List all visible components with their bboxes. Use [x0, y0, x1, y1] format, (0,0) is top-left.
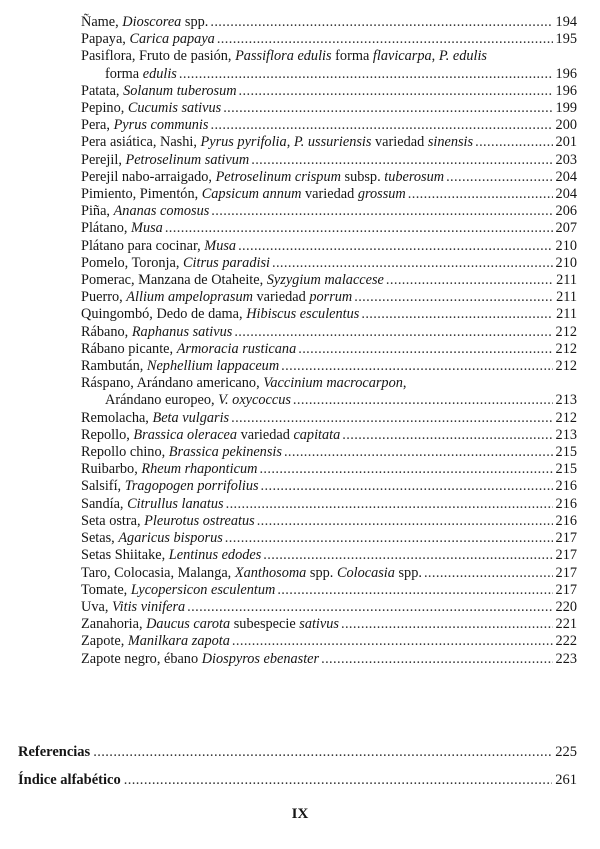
page-number: 194 [555, 14, 577, 30]
scientific-name: Lentinus edodes [168, 547, 262, 564]
scientific-name: P. edulis [438, 48, 488, 65]
index-entry[interactable] [81, 392, 577, 409]
common-name: variedad [371, 134, 428, 151]
entry-text [81, 565, 422, 582]
common-name: Remolacha, [81, 409, 153, 426]
index-entry[interactable] [81, 358, 577, 375]
index-entry[interactable] [81, 272, 577, 289]
scientific-name: porrum [309, 289, 353, 306]
common-name: Pera, [81, 117, 114, 134]
common-name: Rambután, [81, 358, 147, 375]
scientific-name: Brassica pekinensis [168, 444, 282, 461]
dot-leader [321, 651, 553, 668]
dot-leader [446, 169, 553, 186]
common-name: spp. [394, 564, 422, 581]
index-entry[interactable] [81, 341, 577, 358]
page-number: 207 [555, 220, 577, 237]
entry-text [105, 66, 177, 83]
common-name: Ruibarbo, [81, 461, 142, 478]
index-entry[interactable] [81, 513, 577, 530]
entry-text [81, 31, 215, 48]
scientific-name: Allium ampeloprasum [126, 289, 253, 306]
page-number: 196 [555, 65, 577, 82]
section-title: Índice alfabético [18, 772, 121, 788]
index-entry[interactable] [81, 478, 577, 495]
common-name: Plátano, [81, 220, 132, 237]
common-name: Pomelo, Toronja, [81, 254, 183, 271]
page-number: 206 [555, 203, 577, 220]
dot-leader [179, 66, 553, 83]
dot-leader [251, 152, 553, 169]
common-name: forma [331, 48, 373, 65]
scientific-name: Syzygium malaccese [266, 272, 384, 289]
common-name: Perejil, [81, 151, 126, 168]
entry-text [81, 530, 223, 547]
common-name: Uva, [81, 598, 112, 615]
dot-leader [257, 513, 553, 530]
page-number: 212 [555, 358, 577, 375]
scientific-name: Dioscorea [122, 14, 182, 30]
index-entry[interactable] [81, 427, 577, 444]
dot-leader [232, 633, 553, 650]
page-number: 213 [555, 426, 577, 443]
scientific-name: Xanthosoma [234, 564, 307, 581]
entry-text [81, 186, 406, 203]
entry-text [81, 616, 339, 633]
page-number: 215 [555, 444, 577, 461]
entry-text [81, 324, 232, 341]
scientific-name: Armoracia rusticana [176, 340, 297, 357]
entry-text [81, 341, 296, 358]
index-entry[interactable] [81, 461, 577, 478]
scientific-name: Pyrus pyrifolia [200, 134, 287, 151]
scientific-name: Musa [204, 237, 237, 254]
scientific-name: edulis [142, 65, 177, 82]
scientific-name: Daucus carota [146, 616, 231, 633]
entry-text [81, 375, 406, 392]
index-entry[interactable] [81, 14, 577, 31]
common-name: Patata, [81, 82, 124, 99]
common-name: , [286, 134, 294, 151]
entry-text [81, 478, 259, 495]
common-name: Perejil nabo-arraigado, [81, 168, 216, 185]
index-entry[interactable] [81, 83, 577, 100]
dot-leader [210, 14, 553, 31]
page-number: 216 [555, 478, 577, 495]
scientific-name: tuberosum [384, 168, 445, 185]
index-entry[interactable] [81, 203, 577, 220]
entry-text [81, 651, 319, 668]
page-number: 216 [555, 512, 577, 529]
common-name: Pasiflora, Fruto de pasión, [81, 48, 236, 65]
section-entry-alphabetical-index[interactable] [18, 772, 577, 789]
page-number: 196 [555, 82, 577, 99]
scientific-name: Hibiscus esculentus [246, 306, 360, 323]
index-entry[interactable] [81, 496, 577, 513]
entry-text [81, 48, 487, 65]
page-number: 221 [555, 616, 577, 633]
scientific-name: Petroselinum sativum [125, 151, 250, 168]
entry-text [81, 169, 444, 186]
dot-leader [408, 186, 553, 203]
index-entry[interactable] [81, 117, 577, 134]
page-number: 220 [555, 598, 577, 615]
entry-text [81, 152, 249, 169]
page-number: 204 [555, 168, 577, 185]
page-number: 204 [555, 186, 577, 203]
dot-leader [223, 100, 553, 117]
page-number: 217 [555, 547, 577, 564]
common-name: Ñame, [81, 14, 123, 30]
index-entry[interactable] [81, 255, 577, 272]
page-number: 261 [555, 772, 577, 788]
common-name: spp. [306, 564, 337, 581]
scientific-name: sativus [299, 616, 339, 633]
scientific-name: Solanum tuberosum [123, 82, 237, 99]
common-name: Sandía, [81, 495, 128, 512]
page-number: 211 [556, 289, 577, 306]
common-name: Pimiento, Pimentón, [81, 186, 202, 203]
scientific-name: Musa [131, 220, 163, 237]
common-name: Rábano, [81, 323, 132, 340]
index-entry[interactable] [81, 530, 577, 547]
entry-text [81, 14, 208, 31]
common-name: Zanahoria, [81, 616, 147, 633]
common-name: Tomate, [81, 581, 131, 598]
entry-text [81, 220, 163, 237]
index-entry[interactable] [81, 547, 577, 564]
entry-text [81, 83, 237, 100]
index-entry[interactable] [81, 31, 577, 48]
scientific-name: Ananas comosus [113, 203, 210, 220]
common-name: subsp. [340, 168, 385, 185]
common-name: Piña, [81, 203, 114, 220]
page-number: 222 [555, 633, 577, 650]
entry-text [81, 599, 185, 616]
entry-text [81, 410, 229, 427]
page-number: 199 [555, 100, 577, 117]
dot-leader [226, 496, 553, 513]
index-entry[interactable] [81, 169, 577, 186]
entry-text [81, 289, 352, 306]
dot-leader [361, 306, 553, 323]
scientific-name: Carica papaya [129, 31, 215, 48]
dot-leader [298, 341, 553, 358]
page-number: 210 [555, 254, 577, 271]
page-number: 212 [555, 323, 577, 340]
scientific-name: Rheum rhaponticum [141, 461, 258, 478]
scientific-name: Citrus paradisi [182, 254, 270, 271]
dot-leader [284, 444, 553, 461]
index-entry[interactable] [81, 375, 577, 392]
common-name: Pera asiática, Nashi, [81, 134, 201, 151]
page-number: 223 [555, 650, 577, 667]
page-number: 200 [555, 117, 577, 134]
entry-text [81, 272, 384, 289]
dot-leader [238, 238, 553, 255]
dot-leader [211, 203, 553, 220]
entry-text [81, 582, 275, 599]
common-name: Papaya, [81, 31, 130, 48]
page-number: 225 [555, 744, 577, 760]
page-number: 216 [555, 495, 577, 512]
page-number: 212 [555, 409, 577, 426]
common-name: spp. [181, 14, 209, 30]
common-name: Ráspano, Arándano americano, [81, 375, 264, 392]
entry-text [81, 134, 473, 151]
index-entry[interactable] [81, 220, 577, 237]
dot-leader [93, 744, 552, 761]
page-folio: IX [291, 806, 309, 822]
index-entry[interactable] [81, 289, 577, 306]
page-number: 213 [555, 392, 577, 409]
dot-leader [277, 582, 553, 599]
dot-leader [263, 547, 553, 564]
dot-leader [165, 220, 553, 237]
dot-leader [234, 324, 553, 341]
scientific-name: Citrullus lanatus [127, 495, 224, 512]
common-name: subespecie [230, 616, 300, 633]
entry-text [81, 513, 255, 530]
scientific-name: grossum [357, 186, 406, 203]
section-entry-references[interactable] [18, 744, 577, 761]
scientific-name: Vitis vinifera [111, 598, 186, 615]
common-name: Setas, [81, 530, 119, 547]
entry-text [81, 547, 261, 564]
entry-text [81, 461, 257, 478]
scientific-name: Lycopersicon esculentum [130, 581, 276, 598]
scientific-name: sinensis [427, 134, 474, 151]
scientific-name: Cucumis sativus [127, 100, 222, 117]
index-entry[interactable] [81, 152, 577, 169]
index-entry-list [81, 14, 577, 668]
index-entry[interactable] [81, 633, 577, 650]
scientific-name: V. oxycoccus [218, 392, 291, 409]
scientific-name: Beta vulgaris [152, 409, 230, 426]
page-number: 211 [556, 306, 577, 323]
index-entry[interactable] [81, 599, 577, 616]
scientific-name: Capsicum annum [201, 186, 302, 203]
scientific-name: capitata [293, 426, 341, 443]
dot-leader [261, 478, 553, 495]
scientific-name: Diospyros ebenaster [201, 650, 320, 667]
dot-leader [231, 410, 553, 427]
entry-text [81, 496, 224, 513]
page-number: 195 [555, 31, 577, 48]
dot-leader [272, 255, 553, 272]
scientific-name: Pleurotus ostreatus [144, 512, 255, 529]
entry-text [81, 427, 340, 444]
entry-text [81, 238, 236, 255]
dot-leader [259, 461, 553, 478]
index-entry[interactable] [81, 582, 577, 599]
scientific-name: Agaricus bisporus [118, 530, 223, 547]
dot-leader [475, 134, 553, 151]
entry-text [81, 358, 279, 375]
page-number: 201 [555, 134, 577, 151]
page-number: 203 [555, 151, 577, 168]
index-entry[interactable] [81, 565, 577, 582]
index-entry[interactable] [81, 186, 577, 203]
page-number: 211 [556, 272, 577, 289]
entry-text [105, 392, 291, 409]
entry-text [81, 633, 230, 650]
scientific-name: Tragopogen porrifolius [124, 478, 259, 495]
common-name: Zapote, [81, 633, 128, 650]
common-name: , [402, 375, 407, 392]
index-entry[interactable] [81, 134, 577, 151]
page-number: 217 [555, 530, 577, 547]
dot-leader [239, 83, 553, 100]
common-name: Plátano para cocinar, [81, 237, 205, 254]
common-name: Pepino, [81, 100, 128, 117]
page-number: 215 [555, 461, 577, 478]
common-name: Seta ostra, [81, 512, 145, 529]
page-number: 217 [555, 581, 577, 598]
scientific-name: flavicarpa [372, 48, 432, 65]
back-matter-list [18, 744, 577, 800]
dot-leader [342, 427, 553, 444]
index-entry[interactable] [81, 324, 577, 341]
dot-leader [281, 358, 553, 375]
common-name: Zapote negro, ébano [81, 650, 202, 667]
common-name: Pomerac, Manzana de Otaheite, [81, 272, 267, 289]
scientific-name: Passiflora edulis [235, 48, 332, 65]
common-name: Puerro, [81, 289, 127, 306]
page-number: 217 [555, 564, 577, 581]
common-name: Rábano picante, [81, 340, 177, 357]
common-name: Quingombó, Dedo de dama, [81, 306, 247, 323]
dot-leader [187, 599, 553, 616]
dot-leader [424, 565, 553, 582]
common-name: Salsifí, [81, 478, 125, 495]
section-title: Referencias [18, 744, 91, 760]
index-entry[interactable] [81, 238, 577, 255]
dot-leader [354, 289, 553, 306]
common-name: variedad [301, 186, 358, 203]
dot-leader [386, 272, 553, 289]
page-number: 210 [555, 237, 577, 254]
page-number: 212 [555, 340, 577, 357]
common-name: variedad [237, 426, 294, 443]
index-entry[interactable] [81, 100, 577, 117]
common-name: Repollo chino, [81, 444, 169, 461]
scientific-name: Brassica oleracea [133, 426, 238, 443]
common-name: forma [105, 65, 143, 82]
dot-leader [341, 616, 553, 633]
index-entry[interactable] [81, 306, 577, 323]
index-entry[interactable] [81, 616, 577, 633]
scientific-name: Petroselinum crispum [215, 168, 341, 185]
entry-text [81, 100, 221, 117]
index-entry[interactable] [81, 48, 577, 65]
common-name: variedad [252, 289, 310, 306]
index-entry[interactable] [81, 410, 577, 427]
index-entry[interactable] [81, 651, 577, 668]
dot-leader [217, 31, 553, 48]
dot-leader [124, 772, 552, 789]
index-entry[interactable] [81, 444, 577, 461]
scientific-name: Vaccinium macrocarpon [263, 375, 403, 392]
common-name: Arándano europeo, [105, 392, 219, 409]
common-name: Taro, Colocasia, Malanga, [81, 564, 235, 581]
scientific-name: Nephellium lappaceum [146, 358, 280, 375]
scientific-name: Pyrus communis [113, 117, 209, 134]
scientific-name: P. ussuriensis [293, 134, 372, 151]
dot-leader [293, 392, 553, 409]
dot-leader [225, 530, 553, 547]
scientific-name: Raphanus sativus [131, 323, 233, 340]
dot-leader [210, 117, 553, 134]
index-entry[interactable] [81, 66, 577, 83]
scientific-name: Manilkara zapota [127, 633, 230, 650]
common-name: Repollo, [81, 426, 134, 443]
entry-text [81, 444, 282, 461]
entry-text [81, 306, 359, 323]
scientific-name: Colocasia [336, 564, 395, 581]
entry-text [81, 255, 270, 272]
entry-text [81, 117, 208, 134]
common-name: Setas Shiitake, [81, 547, 169, 564]
entry-text [81, 203, 209, 220]
common-name: , [431, 48, 439, 65]
